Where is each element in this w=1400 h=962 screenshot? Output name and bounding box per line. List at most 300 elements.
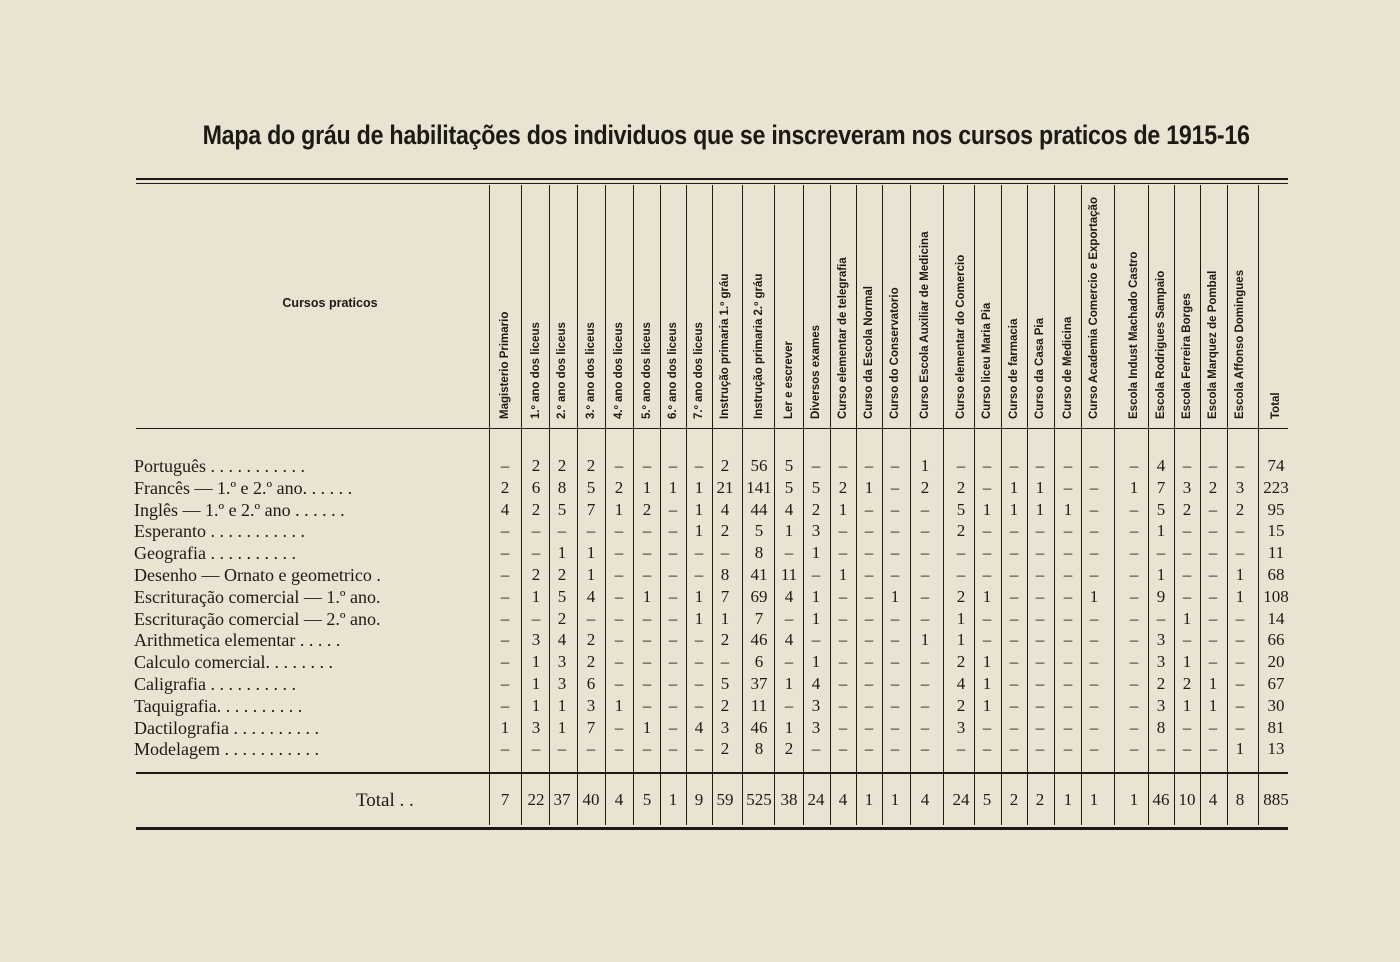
table-cell: – [1235, 456, 1245, 475]
table-cell: – [1129, 652, 1139, 672]
table-cell: 2 [557, 456, 567, 475]
table-cell: 95 [1267, 499, 1285, 519]
row-label: Francês — 1.º e 2.º ano. . . . . . [134, 477, 353, 498]
table-cell: – [1035, 565, 1045, 584]
row-label: Escrituração comercial — 2.º ano. [134, 608, 381, 629]
table-cell: – [1009, 521, 1019, 541]
table-cell: 2 [956, 477, 966, 497]
column-header [606, 185, 632, 425]
table-cell: – [1208, 652, 1218, 672]
table-cell: – [890, 499, 900, 519]
total-cell: 37 [553, 790, 571, 809]
table-cell: 1 [784, 521, 794, 541]
table-cell: – [838, 695, 848, 715]
table-cell: – [864, 717, 874, 737]
table-cell: 1 [557, 543, 567, 563]
total-cell: 5 [642, 790, 652, 809]
table-cell: 8 [1156, 717, 1166, 737]
table-cell: – [1208, 456, 1218, 475]
row-label: Calculo comercial. . . . . . . . [134, 652, 333, 673]
table-cell: – [642, 456, 652, 475]
table-cell: – [1182, 543, 1192, 563]
table-cell: 141 [746, 477, 772, 497]
table-cell: – [1089, 652, 1099, 672]
table-cell: 2 [838, 477, 848, 497]
table-cell: 3 [956, 717, 966, 737]
table-cell: 2 [531, 456, 541, 475]
table-cell: – [890, 630, 900, 650]
table-cell: 8 [754, 739, 764, 759]
table-cell: – [1089, 630, 1099, 650]
table-cell: – [1235, 608, 1245, 628]
table-cell: 6 [754, 652, 764, 672]
table-cell: 1 [531, 674, 541, 693]
table-cell: – [668, 499, 678, 519]
row-label: Esperanto . . . . . . . . . . . [134, 521, 305, 542]
row-label: Desenho — Ornato e geometrico . [134, 565, 381, 585]
column-header-label: Escola Indust Machado Castro [1128, 251, 1140, 419]
table-cell: 2 [531, 499, 541, 519]
table-cell: – [557, 521, 567, 541]
table-cell: – [500, 543, 510, 563]
table-cell: – [1089, 739, 1099, 759]
table-cell: – [1009, 565, 1019, 584]
column-header-label: Escola Rodrigues Sampaio [1155, 270, 1167, 419]
total-cell: 38 [780, 790, 798, 809]
table-cell: – [694, 652, 704, 672]
table-cell: – [1009, 608, 1019, 628]
table-cell: – [614, 674, 624, 693]
table-cell: 1 [1129, 477, 1139, 497]
table-cell: – [614, 521, 624, 541]
table-cell: – [1009, 543, 1019, 563]
total-cell: 7 [500, 790, 510, 809]
table-cell: – [694, 739, 704, 759]
table-cell: – [1035, 652, 1045, 672]
table-cell: 7 [754, 608, 764, 628]
table-cell: – [956, 456, 966, 475]
table-cell: 46 [750, 630, 768, 650]
table-cell: 4 [586, 586, 596, 606]
table-cell: 2 [1182, 674, 1192, 693]
column-header-label: 1.º ano dos liceus [530, 322, 542, 419]
table-cell: 4 [500, 499, 510, 519]
total-cell: 24 [807, 790, 825, 809]
column-header [1200, 185, 1226, 425]
table-cell: 1 [1063, 499, 1073, 519]
table-cell: – [668, 674, 678, 693]
table-cell: – [890, 695, 900, 715]
table-cell: – [1063, 695, 1073, 715]
table-cell: – [614, 608, 624, 628]
table-cell: – [1208, 521, 1218, 541]
table-cell: – [920, 608, 930, 628]
total-cell: 24 [952, 790, 970, 809]
table-cell: – [920, 499, 930, 519]
total-label: Total . . [356, 790, 414, 811]
table-cell: 1 [1182, 652, 1192, 672]
table-cell: – [642, 674, 652, 693]
row-label: Inglês — 1.º e 2.º ano . . . . . . [134, 499, 345, 520]
table-cell: – [920, 674, 930, 693]
total-cell: 1 [1063, 790, 1073, 809]
table-cell: 3 [1156, 695, 1166, 715]
table-cell: – [500, 652, 510, 672]
column-header-label: Instrução primaria 2.º gráu [753, 273, 765, 419]
table-cell: – [956, 739, 966, 759]
table-cell: 223 [1263, 477, 1289, 497]
table-cell: 2 [956, 521, 966, 541]
table-cell: 1 [920, 630, 930, 650]
table-cell: 1 [500, 717, 510, 737]
table-cell: 1 [694, 477, 704, 497]
table-cell: – [890, 477, 900, 497]
total-cell: 5 [982, 790, 992, 809]
table-cell: 2 [1182, 499, 1192, 519]
table-cell: 3 [1156, 630, 1166, 650]
total-cell: 8 [1235, 790, 1245, 809]
table-cell: – [890, 652, 900, 672]
table-cell: – [500, 630, 510, 650]
table-cell: 1 [838, 565, 848, 584]
column-header-label: Curso elementar de telegrafia [837, 257, 849, 419]
bottom-rule [136, 827, 1288, 830]
table-cell: – [1035, 739, 1045, 759]
column-header-label: 3.º ano dos liceus [585, 322, 597, 419]
column-header [974, 185, 1000, 425]
table-cell: – [890, 456, 900, 475]
table-cell: – [920, 543, 930, 563]
table-cell: 1 [982, 674, 992, 693]
table-cell: – [1089, 695, 1099, 715]
table-cell: – [838, 674, 848, 693]
table-cell: 81 [1267, 717, 1285, 737]
column-header-label: Curso Academia Comercio e Exportação [1088, 197, 1100, 419]
column-header [1148, 185, 1174, 425]
total-cell: 4 [838, 790, 848, 809]
total-cell: 885 [1263, 790, 1289, 809]
table-cell: – [1035, 543, 1045, 563]
table-cell: 1 [982, 586, 992, 606]
table-cell: 1 [614, 499, 624, 519]
table-cell: 5 [784, 456, 794, 475]
column-header-label: Instrução primaria 1.º gráu [719, 273, 731, 419]
table-cell: 3 [1156, 652, 1166, 672]
column-header [882, 185, 908, 425]
table-cell: 1 [1009, 499, 1019, 519]
table-cell: – [614, 565, 624, 584]
top-rule [136, 178, 1288, 180]
table-cell: – [1063, 739, 1073, 759]
table-cell: – [1009, 717, 1019, 737]
table-cell: – [642, 608, 652, 628]
table-cell: – [642, 695, 652, 715]
column-header-label: 6.º ano dos liceus [667, 322, 679, 419]
table-cell: – [586, 521, 596, 541]
column-header [634, 185, 660, 425]
column-header-label: Curso elementar do Comercio [955, 254, 967, 419]
table-cell: 3 [531, 630, 541, 650]
table-cell: 3 [720, 717, 730, 737]
table-cell: – [668, 630, 678, 650]
total-cell: 1 [890, 790, 900, 809]
column-separator [489, 185, 490, 825]
table-cell: 1 [1182, 695, 1192, 715]
column-header [549, 185, 575, 425]
table-cell: 74 [1267, 456, 1285, 475]
table-cell: – [668, 521, 678, 541]
table-cell: – [694, 695, 704, 715]
table-cell: – [864, 565, 874, 584]
table-cell: – [982, 477, 992, 497]
table-cell: 1 [890, 586, 900, 606]
table-cell: – [890, 565, 900, 584]
table-cell: – [531, 739, 541, 759]
table-cell: 2 [557, 608, 567, 628]
row-label: Português . . . . . . . . . . . [134, 456, 305, 476]
column-header-label: Escola Marquez de Pombal [1207, 270, 1219, 419]
table-cell: 1 [531, 586, 541, 606]
table-cell: – [1009, 652, 1019, 672]
table-cell: 3 [557, 674, 567, 693]
table-cell: – [614, 630, 624, 650]
table-cell: – [500, 586, 510, 606]
table-cell: 6 [586, 674, 596, 693]
table-cell: – [838, 456, 848, 475]
table-cell: 20 [1267, 652, 1285, 672]
table-cell: 7 [586, 499, 596, 519]
table-cell: – [1089, 477, 1099, 497]
table-cell: 2 [642, 499, 652, 519]
table-cell: 2 [811, 499, 821, 519]
table-cell: 1 [720, 608, 730, 628]
table-cell: – [1208, 543, 1218, 563]
column-header-label: Escola Affonso Domingues [1234, 269, 1246, 419]
column-separator [943, 185, 944, 825]
table-cell: 41 [750, 565, 768, 584]
table-cell: – [720, 543, 730, 563]
column-header [1174, 185, 1200, 425]
table-cell: – [500, 521, 510, 541]
column-separator [1114, 185, 1115, 825]
table-cell: 2 [720, 630, 730, 650]
table-cell: 67 [1267, 674, 1285, 693]
table-cell: 30 [1267, 695, 1285, 715]
table-cell: 7 [720, 586, 730, 606]
table-cell: – [1089, 543, 1099, 563]
total-cell: 525 [746, 790, 772, 809]
column-separator [521, 185, 522, 825]
table-cell: 1 [811, 543, 821, 563]
table-cell: 3 [531, 717, 541, 737]
column-header [686, 185, 712, 425]
table-cell: – [694, 456, 704, 475]
table-cell: – [920, 695, 930, 715]
table-cell: 2 [720, 739, 730, 759]
column-header [912, 185, 938, 425]
table-cell: – [1182, 717, 1192, 737]
column-header [776, 185, 802, 425]
table-cell: – [668, 586, 678, 606]
table-cell: – [1208, 586, 1218, 606]
table-cell: 1 [1035, 499, 1045, 519]
table-cell: – [614, 586, 624, 606]
table-cell: – [642, 565, 652, 584]
page-title: Mapa do gráu de habilitações dos individuos que se inscreveram nos cursos praticos de 1915-16 [202, 120, 1250, 150]
column-header [746, 185, 772, 425]
table-cell: – [1129, 630, 1139, 650]
column-header [1027, 185, 1053, 425]
table-cell: – [1235, 717, 1245, 737]
table-cell: 4 [557, 630, 567, 650]
column-header [492, 185, 518, 425]
table-cell: 5 [557, 586, 567, 606]
column-header-label: Curso da Escola Normal [863, 286, 875, 419]
table-cell: 4 [784, 499, 794, 519]
table-cell: 1 [838, 499, 848, 519]
table-cell: 11 [780, 565, 798, 584]
table-cell: – [1089, 521, 1099, 541]
table-cell: 3 [1182, 477, 1192, 497]
table-cell: 5 [1156, 499, 1166, 519]
table-cell: – [890, 521, 900, 541]
table-cell: – [982, 608, 992, 628]
table-cell: 1 [1009, 477, 1019, 497]
table-cell: 5 [720, 674, 730, 693]
table-cell: – [1182, 521, 1192, 541]
table-cell: – [531, 543, 541, 563]
table-cell: – [838, 652, 848, 672]
table-cell: – [982, 565, 992, 584]
table-cell: 2 [531, 565, 541, 584]
table-cell: – [890, 608, 900, 628]
table-cell: 3 [586, 695, 596, 715]
table-cell: – [784, 543, 794, 563]
table-cell: – [557, 739, 567, 759]
table-cell: 6 [531, 477, 541, 497]
row-label: Modelagem . . . . . . . . . . . [134, 739, 319, 760]
table-cell: – [1063, 652, 1073, 672]
table-cell: 1 [1035, 477, 1045, 497]
table-cell: 68 [1267, 565, 1285, 584]
table-cell: 46 [750, 717, 768, 737]
table-cell: – [1208, 630, 1218, 650]
row-label: Taquigrafia. . . . . . . . . . [134, 695, 303, 716]
table-cell: 1 [1235, 586, 1245, 606]
table-cell: 8 [720, 565, 730, 584]
table-cell: 1 [531, 652, 541, 672]
table-cell: – [1063, 477, 1073, 497]
table-cell: – [890, 674, 900, 693]
total-cell: 10 [1178, 790, 1196, 809]
table-cell: 2 [586, 456, 596, 475]
table-cell: – [1063, 717, 1073, 737]
column-header [856, 185, 882, 425]
table-cell: 1 [642, 717, 652, 737]
table-cell: 2 [500, 477, 510, 497]
table-cell: – [982, 456, 992, 475]
table-cell: 4 [956, 674, 966, 693]
table-cell: 4 [811, 674, 821, 693]
table-cell: – [1035, 608, 1045, 628]
table-cell: – [864, 456, 874, 475]
table-cell: 1 [982, 652, 992, 672]
total-cell: 1 [668, 790, 678, 809]
table-cell: 1 [694, 586, 704, 606]
total-cell: 1 [1089, 790, 1099, 809]
total-cell: 4 [1208, 790, 1218, 809]
table-cell: – [982, 521, 992, 541]
total-cell: 59 [716, 790, 734, 809]
table-cell: – [586, 608, 596, 628]
table-cell: – [614, 739, 624, 759]
column-header-label: 4.º ano dos liceus [613, 322, 625, 419]
table-cell: – [642, 739, 652, 759]
table-cell: 11 [1267, 543, 1285, 563]
table-cell: – [811, 456, 821, 475]
table-cell: – [982, 717, 992, 737]
table-cell: – [500, 695, 510, 715]
total-cell: 2 [1009, 790, 1019, 809]
table-cell: 11 [750, 695, 768, 715]
table-cell: – [920, 586, 930, 606]
table-cell: – [838, 608, 848, 628]
table-cell: – [864, 695, 874, 715]
column-header-label: Diversos exames [810, 325, 822, 419]
table-cell: 4 [1156, 456, 1166, 475]
total-cell: 1 [864, 790, 874, 809]
table-cell: – [1009, 739, 1019, 759]
table-cell: 1 [694, 521, 704, 541]
stub-header: Cursos praticos [282, 296, 378, 310]
table-cell: – [668, 456, 678, 475]
table-cell: – [864, 652, 874, 672]
table-cell: – [1129, 717, 1139, 737]
table-cell: – [668, 739, 678, 759]
table-cell: 1 [956, 630, 966, 650]
table-cell: 8 [557, 477, 567, 497]
table-cell: – [668, 695, 678, 715]
table-cell: 1 [784, 674, 794, 693]
table-cell: 1 [642, 477, 652, 497]
table-cell: – [1182, 630, 1192, 650]
table-cell: – [1089, 456, 1099, 475]
table-cell: – [920, 521, 930, 541]
table-cell: – [614, 456, 624, 475]
table-cell: – [1129, 521, 1139, 541]
table-cell: 4 [784, 630, 794, 650]
table-cell: 1 [642, 586, 652, 606]
table-cell: 1 [668, 477, 678, 497]
table-cell: – [1035, 674, 1045, 693]
table-cell: 5 [811, 477, 821, 497]
table-cell: – [1035, 695, 1045, 715]
table-cell: 2 [1156, 674, 1166, 693]
table-cell: – [1129, 565, 1139, 584]
table-cell: – [1089, 499, 1099, 519]
table-cell: – [500, 674, 510, 693]
column-header [1081, 185, 1107, 425]
table-cell: 21 [716, 477, 734, 497]
table-cell: – [890, 717, 900, 737]
table-cell: – [1009, 586, 1019, 606]
table-cell: – [1089, 717, 1099, 737]
table-cell: 4 [694, 717, 704, 737]
total-cell: 2 [1035, 790, 1045, 809]
table-cell: 8 [754, 543, 764, 563]
table-cell: – [838, 586, 848, 606]
table-cell: – [500, 565, 510, 584]
